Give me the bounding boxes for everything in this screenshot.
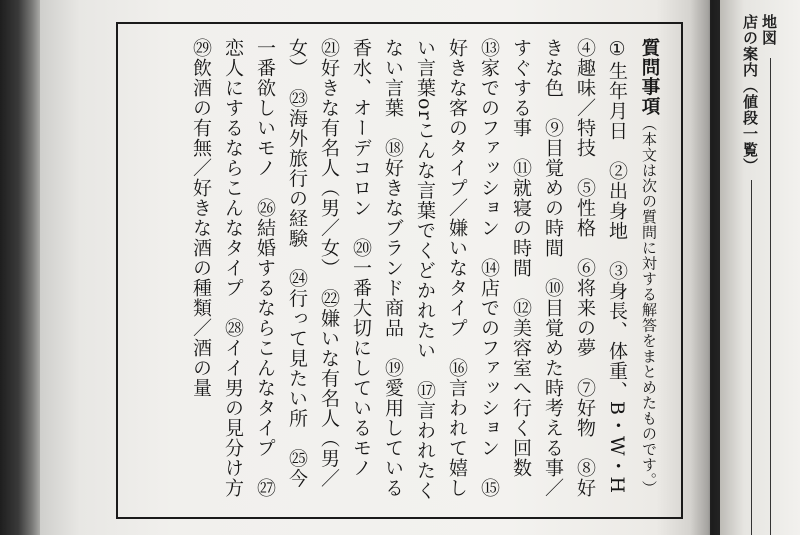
right-page-rule-2: [751, 180, 752, 535]
right-page-line-2: 店の案内（値段一覧）: [741, 14, 759, 174]
question-box: [116, 22, 683, 519]
question-text: [185, 38, 665, 518]
right-page-rule-1: [770, 58, 771, 535]
question-list: ①生年月日 ②出身地 ③身長、体重、B・W・H ④趣味／特技 ⑤性格 ⑥将来の夢 ⑦好物 ⑧好きな色 ⑨目覚めの時間 ⑩目覚めた時考える事／すぐする事 ⑪就寝の時間 ⑫美容室へ行く回数 ⑬家でのファッション ⑭店でのファッション ⑮好きな客のタイプ／嫌いなタイプ ⑯言われて嬉しい言葉orこんな言葉でくどかれたい ⑰言われたくない言葉 ⑱好きなブランド商品 ⑲愛用している香水、オーデコロン ⑳一番大切にしているモノ ㉑好きな有名人（男／女） ㉒嫌いな有名人（男／女） ㉓海外旅行の経験 ㉔行って見たい所 ㉕今一番欲しいモノ ㉖結婚するならこんなタイプ ㉗恋人にするならこんなタイプ ㉘イイ男の見分け方 ㉙飲酒の有無／好きな酒の種類／酒の量: [190, 38, 628, 518]
note: （本文は次の質問に対する解答をまとめたものです。）: [640, 116, 658, 496]
heading: 質問事項: [639, 38, 660, 116]
right-page-line-1: 地図: [760, 14, 778, 46]
